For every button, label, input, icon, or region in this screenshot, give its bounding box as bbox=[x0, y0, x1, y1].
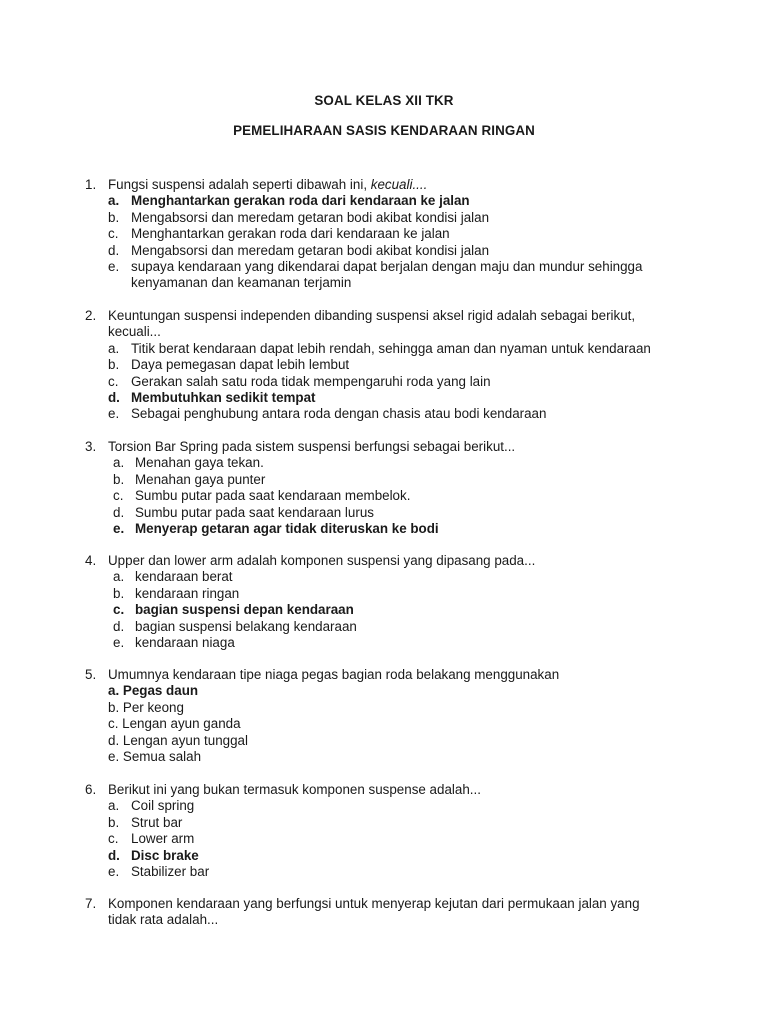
option-list bbox=[0, 798, 768, 880]
option-item bbox=[0, 700, 768, 716]
question-7 bbox=[0, 896, 768, 929]
option-text: Sebagai penghubung antara roda dengan chasis atau bodi kendaraan bbox=[131, 406, 547, 422]
option-text: Coil spring bbox=[131, 798, 195, 814]
exam-title: SOAL KELAS XII TKR bbox=[314, 93, 454, 108]
option-list bbox=[0, 341, 768, 423]
question-stem: Fungsi suspensi adalah seperti dibawah ini, bbox=[108, 177, 371, 192]
question-number: 7. bbox=[85, 896, 97, 911]
option-letter: a. bbox=[108, 798, 120, 814]
option-letter: e. bbox=[113, 521, 125, 537]
question-number: 2. bbox=[85, 308, 97, 323]
option-text: e. Semua salah bbox=[108, 749, 202, 765]
question-text bbox=[0, 553, 768, 569]
option-text: Membutuhkan sedikit tempat bbox=[131, 390, 316, 406]
option-letter: d. bbox=[108, 390, 120, 406]
option-text: Titik berat kendaraan dapat lebih rendah, sehingga aman dan nyaman untuk kendaraan bbox=[131, 340, 651, 356]
question-stem: Umumnya kendaraan tipe niaga pegas bagian roda belakang menggunakan bbox=[108, 667, 560, 682]
option-text: Menahan gaya tekan. bbox=[135, 455, 264, 471]
option-item bbox=[0, 586, 768, 602]
question-number: 1. bbox=[85, 177, 97, 192]
option-item bbox=[0, 455, 768, 471]
option-item bbox=[0, 798, 768, 814]
option-text: d. Lengan ayun tunggal bbox=[108, 732, 248, 748]
option-item-answer bbox=[0, 683, 768, 699]
option-letter: e. bbox=[113, 635, 125, 651]
option-letter: d. bbox=[108, 242, 120, 258]
option-item bbox=[0, 619, 768, 635]
question-text bbox=[0, 782, 768, 798]
option-text: Strut bar bbox=[131, 814, 183, 830]
option-letter: a. bbox=[113, 569, 125, 585]
question-number: 4. bbox=[85, 553, 97, 568]
option-item bbox=[0, 749, 768, 765]
question-number: 5. bbox=[85, 667, 97, 682]
option-letter: c. bbox=[108, 226, 119, 242]
option-letter: d. bbox=[113, 618, 125, 634]
option-letter: b. bbox=[113, 471, 125, 487]
option-item bbox=[0, 488, 768, 504]
option-text: supaya kendaraan yang dikendarai dapat berjalan dengan maju dan mundur sehingga kenyamanan dan keamanan terjamin bbox=[131, 259, 643, 291]
option-text: Lower arm bbox=[131, 831, 195, 847]
option-text: Gerakan salah satu roda tidak mempengaruhi roda yang lain bbox=[131, 373, 491, 389]
option-item-answer bbox=[0, 193, 768, 209]
question-stem-emphasis: kecuali.... bbox=[370, 177, 428, 192]
option-list bbox=[0, 569, 768, 651]
option-letter: d. bbox=[113, 504, 125, 520]
question-text bbox=[0, 177, 768, 193]
option-item bbox=[0, 374, 768, 390]
option-letter: b. bbox=[113, 585, 125, 601]
option-letter: a. bbox=[108, 193, 120, 209]
option-text: Mengabsorsi dan meredam getaran bodi akibat kondisi jalan bbox=[131, 242, 490, 258]
question-text bbox=[0, 439, 768, 455]
option-item-answer bbox=[0, 602, 768, 618]
option-item bbox=[0, 635, 768, 651]
option-letter: b. bbox=[108, 209, 120, 225]
option-text: c. Lengan ayun ganda bbox=[108, 716, 241, 732]
option-letter: b. bbox=[108, 357, 120, 373]
question-number: 6. bbox=[85, 782, 97, 797]
option-text: Stabilizer bar bbox=[131, 864, 210, 880]
option-text: Sumbu putar pada saat kendaraan lurus bbox=[135, 504, 374, 520]
option-text: bagian suspensi depan kendaraan bbox=[135, 602, 354, 618]
option-list bbox=[0, 455, 768, 537]
option-item bbox=[0, 815, 768, 831]
option-letter: e. bbox=[108, 864, 120, 880]
question-text bbox=[0, 896, 768, 929]
question-stem: Upper dan lower arm adalah komponen suspensi yang dipasang pada... bbox=[108, 553, 536, 568]
question-5 bbox=[0, 667, 768, 765]
question-stem: Torsion Bar Spring pada sistem suspensi berfungsi sebagai berikut... bbox=[108, 439, 516, 454]
option-item bbox=[0, 341, 768, 357]
question-4 bbox=[0, 553, 768, 651]
option-letter: c. bbox=[108, 831, 119, 847]
option-item bbox=[0, 406, 768, 422]
option-text: Sumbu putar pada saat kendaraan membelok. bbox=[135, 488, 411, 504]
option-item bbox=[0, 864, 768, 880]
option-item-answer bbox=[0, 390, 768, 406]
option-item bbox=[0, 569, 768, 585]
question-2 bbox=[0, 308, 768, 423]
option-text: Menyerap getaran agar tidak diteruskan ke bodi bbox=[135, 521, 439, 537]
option-item-answer bbox=[0, 521, 768, 537]
option-item bbox=[0, 357, 768, 373]
option-list bbox=[0, 683, 768, 765]
option-item bbox=[0, 716, 768, 732]
option-text: kendaraan niaga bbox=[135, 635, 235, 651]
question-text bbox=[0, 308, 768, 341]
option-letter: c. bbox=[108, 373, 119, 389]
option-text: Daya pemegasan dapat lebih lembut bbox=[131, 357, 350, 373]
option-text: kendaraan berat bbox=[135, 569, 233, 585]
option-letter: b. bbox=[108, 814, 120, 830]
exam-subtitle: PEMELIHARAAN SASIS KENDARAAN RINGAN bbox=[233, 123, 535, 138]
question-stem: Komponen kendaraan yang berfungsi untuk menyerap kejutan dari permukaan jalan yang tidak rata adalah... bbox=[108, 896, 640, 928]
option-text: Menghantarkan gerakan roda dari kendaraan ke jalan bbox=[131, 193, 470, 209]
option-letter: a. bbox=[113, 455, 125, 471]
option-item bbox=[0, 472, 768, 488]
question-6 bbox=[0, 782, 768, 880]
option-text: kendaraan ringan bbox=[135, 585, 240, 601]
question-3 bbox=[0, 439, 768, 537]
option-letter: a. bbox=[108, 340, 120, 356]
option-item bbox=[0, 733, 768, 749]
option-text: Menahan gaya punter bbox=[135, 471, 266, 487]
option-letter: e. bbox=[108, 406, 120, 422]
option-letter: d. bbox=[108, 847, 120, 863]
question-number: 3. bbox=[85, 439, 97, 454]
option-item bbox=[0, 831, 768, 847]
option-text: Mengabsorsi dan meredam getaran bodi akibat kondisi jalan bbox=[131, 209, 490, 225]
option-letter: c. bbox=[113, 602, 125, 618]
option-text: a. Pegas daun bbox=[108, 683, 199, 699]
option-item bbox=[0, 243, 768, 259]
option-letter: c. bbox=[113, 488, 124, 504]
option-text: bagian suspensi belakang kendaraan bbox=[135, 618, 357, 634]
option-item-answer bbox=[0, 848, 768, 864]
question-stem: Berikut ini yang bukan termasuk komponen suspense adalah... bbox=[108, 782, 481, 797]
option-text: Disc brake bbox=[131, 847, 199, 863]
question-stem: Keuntungan suspensi independen dibanding suspensi aksel rigid adalah sebagai berikut, kecuali... bbox=[108, 308, 636, 340]
option-list bbox=[0, 193, 768, 291]
option-text: b. Per keong bbox=[108, 699, 184, 715]
option-item bbox=[0, 259, 768, 292]
option-item bbox=[0, 505, 768, 521]
question-text bbox=[0, 667, 768, 683]
option-item bbox=[0, 210, 768, 226]
option-text: Menghantarkan gerakan roda dari kendaraan ke jalan bbox=[131, 226, 450, 242]
question-1 bbox=[0, 177, 768, 292]
option-item bbox=[0, 226, 768, 242]
option-letter: e. bbox=[108, 259, 120, 275]
